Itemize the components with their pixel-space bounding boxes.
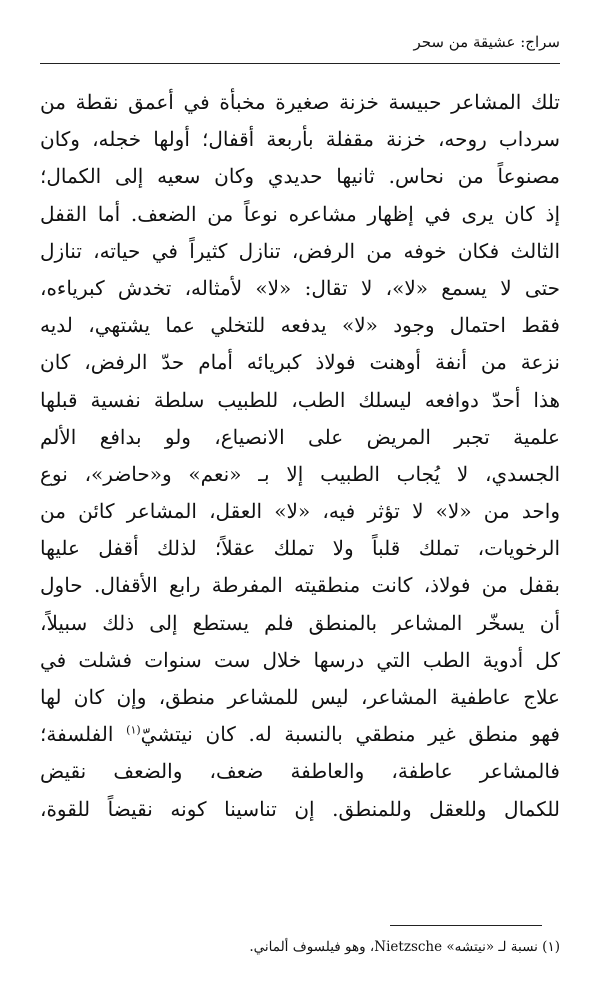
text-line: للكمال وللعقل وللمنطق. إن تناسينا كونه نقيضاً للقوة، xyxy=(40,796,560,821)
text-line: علاج عاطفية المشاعر، ليس للمشاعر منطق، وإن كان لها xyxy=(40,685,560,709)
header-divider xyxy=(40,63,560,64)
text-line: علمية تجبر المريض على الانصياع، ولو بدافع الألم xyxy=(40,424,560,449)
text-line: واحد من «لا» لا تؤثر فيه، «لا» العقل، المشاعر كائن من xyxy=(40,499,560,524)
text-line: نزعة من أنفة أوهنت فولاذ كبريائه أمام حدّ الرفض، كان xyxy=(40,350,560,375)
footnote-text: (١) نسبة لـ «نيتشه» Nietzsche، وهو فيلسوف ألماني. xyxy=(249,939,560,955)
text-line: تلك المشاعر حبيسة خزنة صغيرة مخبأة في أعمق نقطة من xyxy=(40,90,560,114)
text-line: بقفل من فولاذ، كانت منطقيته المفرطة رابع الأقفال. حاول xyxy=(40,573,560,598)
body-text xyxy=(40,84,560,828)
text-line: هذا أحدّ دوافعه ليسلك الطب، للطبيب سلطة نفسية قبلها xyxy=(40,387,560,412)
text-line: حتى لا يسمع «لا»، لا تقال: «لا» لأمثاله، تخدش كبرياءه، xyxy=(40,275,560,300)
text-line: أن يسخّر المشاعر بالمنطق فلم يستطع إلى ذلك سبيلاً، xyxy=(40,610,560,635)
footnote-divider xyxy=(390,925,542,926)
text-line-segment: الفلسفة؛ xyxy=(40,722,127,747)
text-line: فقط احتمال وجود «لا» يدفعه للتخلي عما يشتهي، لديه xyxy=(40,313,560,338)
text-line: إذ كان يرى في إظهار مشاعره نوعاً من الضعف. أما القفل xyxy=(40,201,560,226)
footnote-reference[interactable]: (١) xyxy=(126,723,141,737)
text-line: مصنوعاً من نحاس. ثانيها حديدي وكان سعيه إلى الكمال؛ xyxy=(40,164,560,189)
text-line: فالمشاعر عاطفة، والعاطفة ضعف، والضعف نقيض xyxy=(40,759,560,784)
text-line-segment: فهو منطق غير منطقي بالنسبة له. كان نيتشيّ xyxy=(140,722,560,747)
text-line: الرخويات، تملك قلباً ولا تملك عقلاً؛ لذلك أقفل عليها xyxy=(40,536,560,561)
text-line: سرداب روحه، خزنة مقفلة بأربعة أقفال؛ أولها خجله، وكان xyxy=(40,127,560,152)
text-line: الثالث فكان خوفه من الرفض، تنازل كثيراً في حياته، تنازل xyxy=(40,238,560,263)
running-header-title: سراج: عشيقة من سحر xyxy=(413,33,560,51)
text-line-with-footnote xyxy=(40,716,560,753)
text-line: كل أدوية الطب التي درسها خلال ست سنوات فشلت في xyxy=(40,647,560,672)
text-line: الجسدي، لا يُجاب الطبيب إلا بـ «نعم» و«حاضر»، نوع xyxy=(40,461,560,486)
